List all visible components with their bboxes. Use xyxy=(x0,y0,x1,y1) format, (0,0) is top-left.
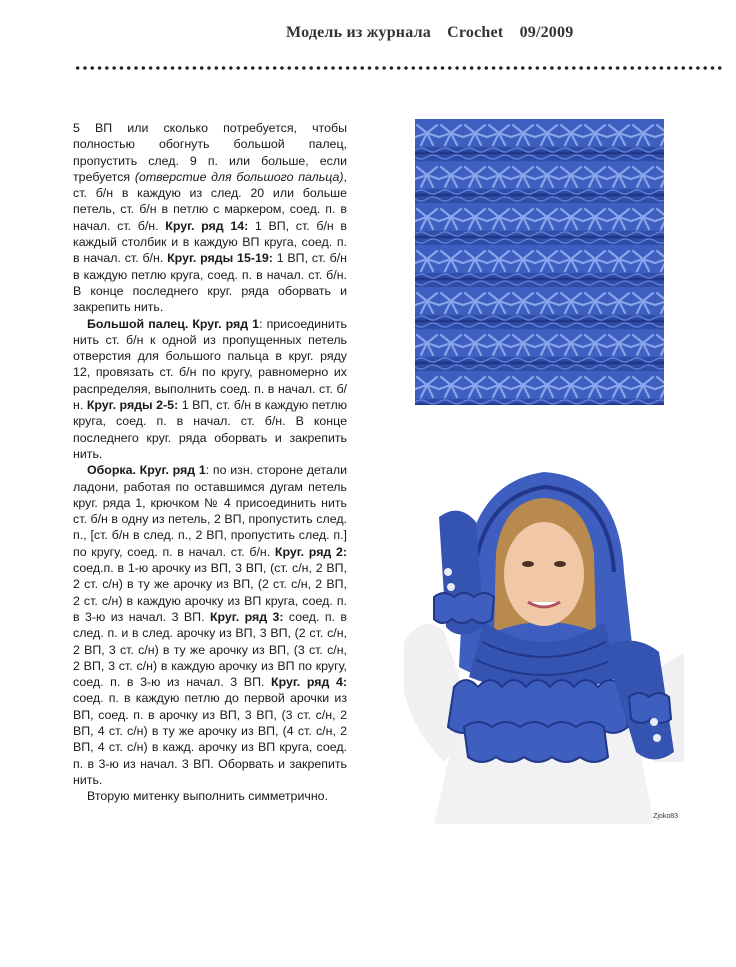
stitch-swatch-image xyxy=(415,119,664,405)
header-source: Модель из журнала xyxy=(286,24,431,41)
paragraph-second-mitten: Вторую митенку выполнить симметрично. xyxy=(87,789,329,804)
paragraph-ruffle: Оборка. Круг. ряд 1: по изн. стороне детали ладони, работая по оставшимся дугам петель круг. ряда 1, крючком № 4 присоединить нить ст. б/н в одну из петель, 2 ВП, пропустить след. п., [ст. б/н в след. п., 2 ВП, пропустить след. п.] по кругу, соед. п. в начал. ст. б/н. Круг. ряд 2: соед.п. в 1-ю арочку из ВП, 3 ВП, (ст. с/н, 2 ВП, 2 ст. с/н) в ту же арочку из ВП, (2 ст. с/н, 2 ВП, 2 ст. с/н) в каждую арочку из ВП круга, соед. п. в 3-ю из начал. 3 ВП. Круг. ряд 3: соед. п. в след. п. и в след. арочку из ВП, 3 ВП, (2 ст. с/н, 2 ВП, 3 ст. с/н) в ту же арочку из ВП, (3 ст. с/н, 2 ВП, 3 ст. с/н) в каждую арочку из ВП по кругу, соед. п. в 3-ю из начал. 3 ВП. Круг. ряд 4: соед. п. в каждую петлю до первой арочки из ВП, соед. п. в арочку из ВП, 3 ВП, (3 ст. с/н, 2 ВП, 4 ст. с/н) в ту же арочку из ВП, (4 ст. с/н, 2 ВП, 4 ст. с/н) в кажд. арочку из ВП круга, соед. п. в 3-ю из начал. 3 ВП. Оборвать и закрепить нить. xyxy=(73,463,348,787)
header-magazine: Crochet xyxy=(447,24,504,41)
paragraph-1: 5 ВП или сколько потребуется, чтобы полностью обогнуть большой палец, пропустить след. 9 п. или больше, если требуется (отверстие для большого пальца), ст. б/н в каждую из след. 20 или больше петель, ст. б/н в петлю с маркером, соед. п. в начал. ст. б/н. Круг. ряд 14: 1 ВП, ст. б/н в каждый столбик и в каждую ВП круга, соед. п. в начал. ст. б/н. Круг. ряды 15-19: 1 ВП, ст. б/н в каждую петлю круга, соед. п. в начал. ст. б/н. В конце последнего круг. ряда оборвать и закрепить нить. xyxy=(73,121,348,315)
dotted-divider xyxy=(74,64,724,72)
article-text xyxy=(73,120,347,804)
header-issue: 09/2009 xyxy=(519,24,574,41)
model-photo xyxy=(404,462,684,824)
page-header xyxy=(286,24,585,42)
photo-watermark: Zjoko83 xyxy=(653,813,678,820)
paragraph-thumb: Большой палец. Круг. ряд 1: присоединить нить ст. б/н к одной из пропущенных петель отверстия для большого пальца в круг. ряду 12, провязать ст. б/н по кругу, равномерно их распределяя, выполнить соед. п. в начал. ст. б/н. Круг. ряды 2-5: 1 ВП, ст. б/н в каждую петлю круга, соед. п. в начал. ст. б/н. В конце последнего круг. ряда оборвать и закрепить нить. xyxy=(73,316,347,461)
